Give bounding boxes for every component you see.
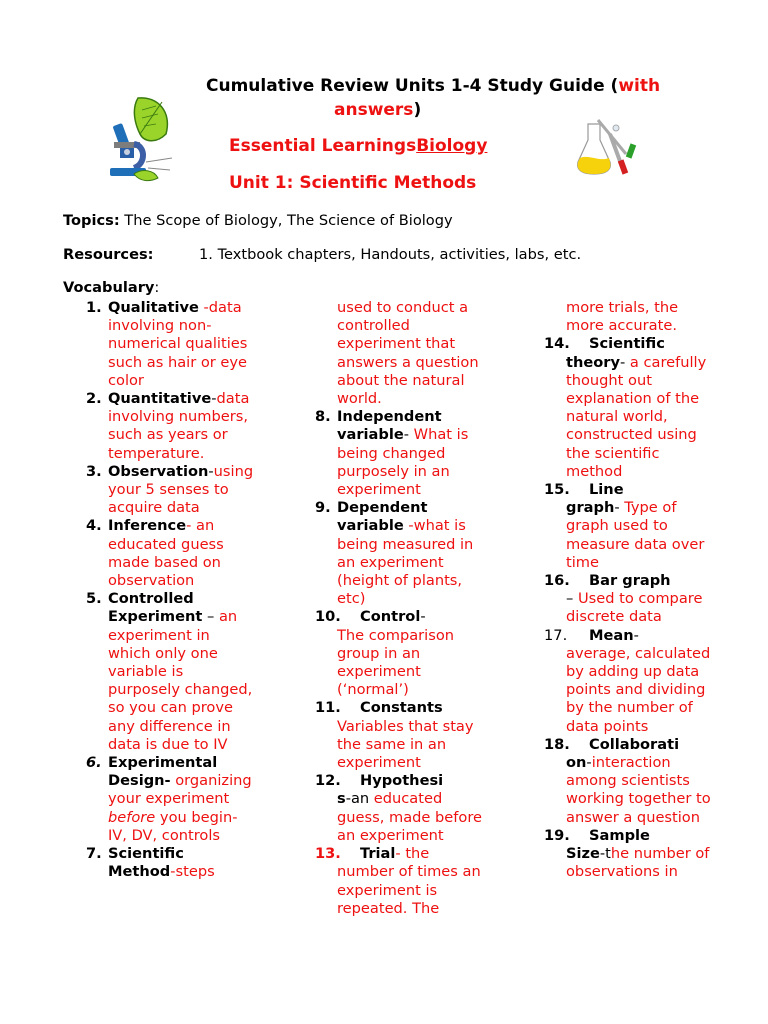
trial-definition: number of times an experiment is repeated. The — [337, 863, 481, 917]
list-item: 19. Sample Size-the number of observations in — [544, 826, 710, 881]
list-item: 11. Constants Variables that stay the same in an experiment — [315, 699, 474, 772]
list-item: 1. Qualitative -data involving non-numerical qualities such as hair or eye color — [86, 299, 248, 389]
list-item: 8. Independent variable- What is being changed purposely in an experiment — [315, 408, 469, 499]
list-item: 13. Trial- the number of times an experiment is repeated. The — [315, 845, 481, 917]
list-item: 6. Experimental Design- organizing your experiment before you begin- IV, DV, controls — [86, 754, 252, 844]
resources-text: 1. Textbook chapters, Handouts, activities, labs, etc. — [199, 246, 582, 263]
page-title-line2: answers) — [334, 100, 422, 120]
list-item-continued: used to conduct a controlled experiment that answers a question about the natural world. — [337, 299, 479, 408]
vocab-column-2 — [315, 299, 487, 918]
list-item: 15. Line graph- Type of graph used to measure data over time — [544, 481, 705, 571]
list-item-continued: more trials, the more accurate. — [566, 299, 679, 335]
beaker-flask-icon — [576, 114, 644, 184]
list-item: 14. Scientific theory- a carefully thought out explanation of the natural world, constructed using the scientific method — [544, 335, 707, 480]
list-item: 10. Control- The comparison group in an experiment (‘normal’) — [315, 608, 454, 699]
vocabulary-label: Vocabulary: — [63, 279, 160, 296]
list-item: 2. Quantitative-data involving numbers, such as years or temperature. — [86, 390, 250, 462]
list-item: 16. Bar graph – Used to compare discrete data — [544, 572, 703, 626]
microscope-leaf-icon — [106, 94, 176, 186]
list-item: 12. Hypothesi s-an educated guess, made before an experiment — [315, 772, 482, 844]
list-item: 4. Inference- an educated guess made based on observation — [86, 517, 224, 590]
page-title: Cumulative Review Units 1-4 Study Guide (with — [206, 76, 661, 96]
list-item: 18. Collaborati on-interaction among scientists working together to answer a question — [544, 735, 711, 826]
list-item: 7. Scientific Method-steps — [86, 845, 215, 881]
list-item: 5. Controlled Experiment – an experiment in which only one variable is purposely changed, so you can prove any difference in data is due to IV — [86, 590, 253, 753]
topics-line: Topics: The Scope of Biology, The Science of Biology — [63, 212, 453, 229]
vocab-column-1 — [86, 299, 256, 882]
essential-learnings-heading: Essential LearningsBiology — [229, 136, 488, 156]
list-item: 17. Mean- average, calculated by adding up data points and dividing by the number of data points — [544, 626, 711, 735]
unit-heading: Unit 1: Scientific Methods — [229, 173, 477, 193]
list-item: 9. Dependent variable -what is being measured in an experiment (height of plants, etc) — [315, 499, 474, 608]
list-item: 3. Observation-using your 5 senses to acquire data — [86, 462, 254, 517]
vocab-column-3 — [544, 299, 714, 882]
resources-label: Resources: — [63, 246, 154, 263]
